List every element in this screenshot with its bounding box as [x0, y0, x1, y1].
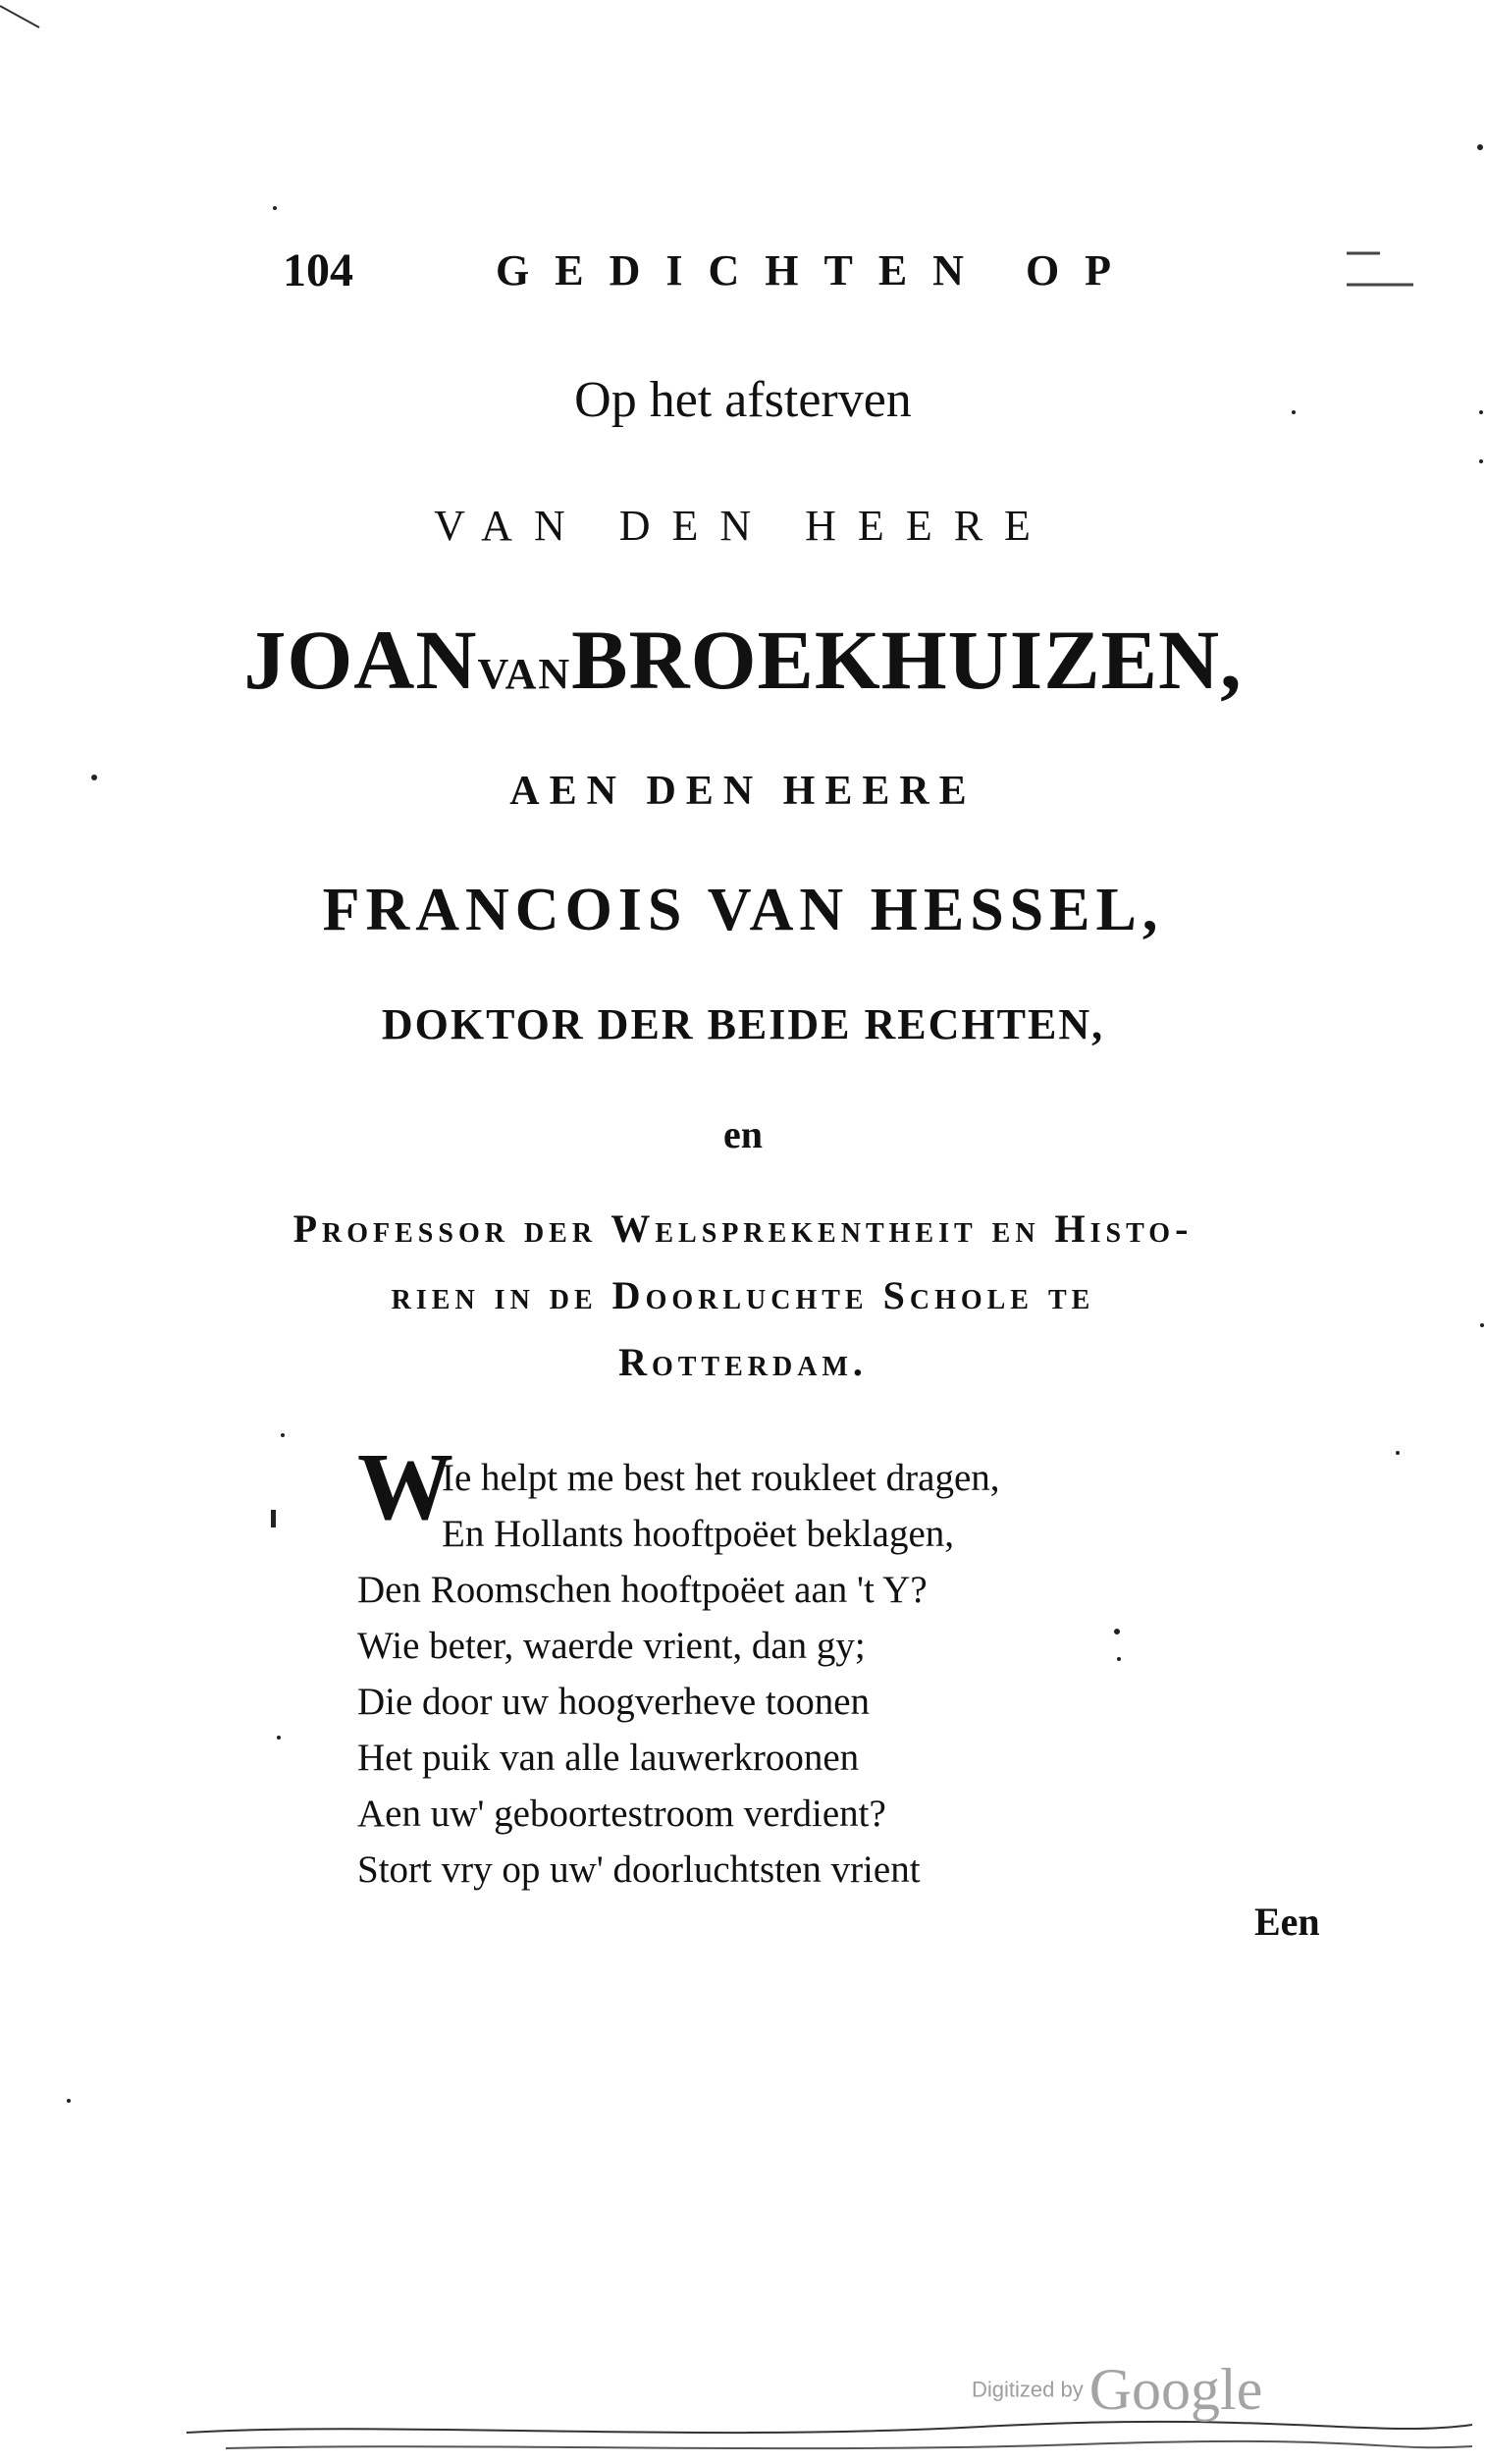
heading-name-francois: FRANCOIS VAN HESSEL, [322, 877, 1164, 943]
speck [273, 206, 277, 210]
poem-line: Den Roomschen hooftpoëet aan 't Y? [357, 1569, 928, 1611]
heading-line-professor: Professor der Welsprekentheit en Histo- [292, 1206, 1194, 1251]
google-logo: Google [1088, 2357, 1263, 2422]
poem-line: Aen uw' geboortestroom verdient? [357, 1793, 886, 1835]
speck [1114, 1629, 1120, 1634]
speck [271, 1510, 276, 1527]
speck [1396, 1451, 1400, 1455]
running-head-title: GEDICHTEN OP [496, 246, 1138, 295]
heading-line-doktor: DOKTOR DER BEIDE RECHTEN, [381, 1000, 1105, 1048]
speck [1117, 1657, 1121, 1661]
catchword: Een [1254, 1900, 1320, 1944]
name-broekhuizen: BROEKHUIZEN, [571, 613, 1243, 707]
heading-line-op-het-afsterven: Op het afsterven [574, 372, 912, 428]
poem-line: Stort vry op uw' doorluchtsten vrient [357, 1848, 921, 1891]
heading-line-en: en [723, 1112, 763, 1156]
corner-mark [0, 6, 39, 27]
heading-line-van-den-heere: VAN DEN HEERE [434, 502, 1052, 550]
poem-line: Die door uw hoogverheve toonen [357, 1681, 871, 1723]
heading-line-rotterdam: Rotterdam. [618, 1340, 868, 1384]
heading-name-broekhuizen [0, 611, 1486, 709]
speck [281, 1433, 285, 1437]
name-joan: JOAN [243, 613, 478, 707]
heading-line-aen-den-heere: AEN DEN HEERE [509, 769, 977, 814]
watermark-prefix: Digitized by [972, 2377, 1084, 2402]
speck [277, 1736, 281, 1740]
edge-speck [1477, 144, 1483, 150]
page-number: 104 [283, 244, 353, 296]
page-bottom-edge [226, 2441, 1472, 2448]
drop-cap: W [357, 1434, 453, 1540]
poem-line: En Hollants hooftpoëet beklagen, [442, 1513, 955, 1555]
edge-speck [1480, 1323, 1484, 1327]
name-van: VAN [477, 650, 572, 698]
poem-line: Het puik van alle lauwerkroonen [357, 1737, 860, 1779]
speck [67, 2099, 71, 2103]
heading-line-rien: rien in de Doorluchte Schole te [391, 1273, 1095, 1317]
poem-line: Wie beter, waerde vrient, dan gy; [357, 1625, 866, 1667]
poem-line: Ie helpt me best het roukleet dragen, [442, 1457, 1000, 1499]
edge-speck [1479, 459, 1483, 463]
digitized-by-watermark [972, 2356, 1262, 2424]
page-bottom-edge [186, 2422, 1472, 2433]
